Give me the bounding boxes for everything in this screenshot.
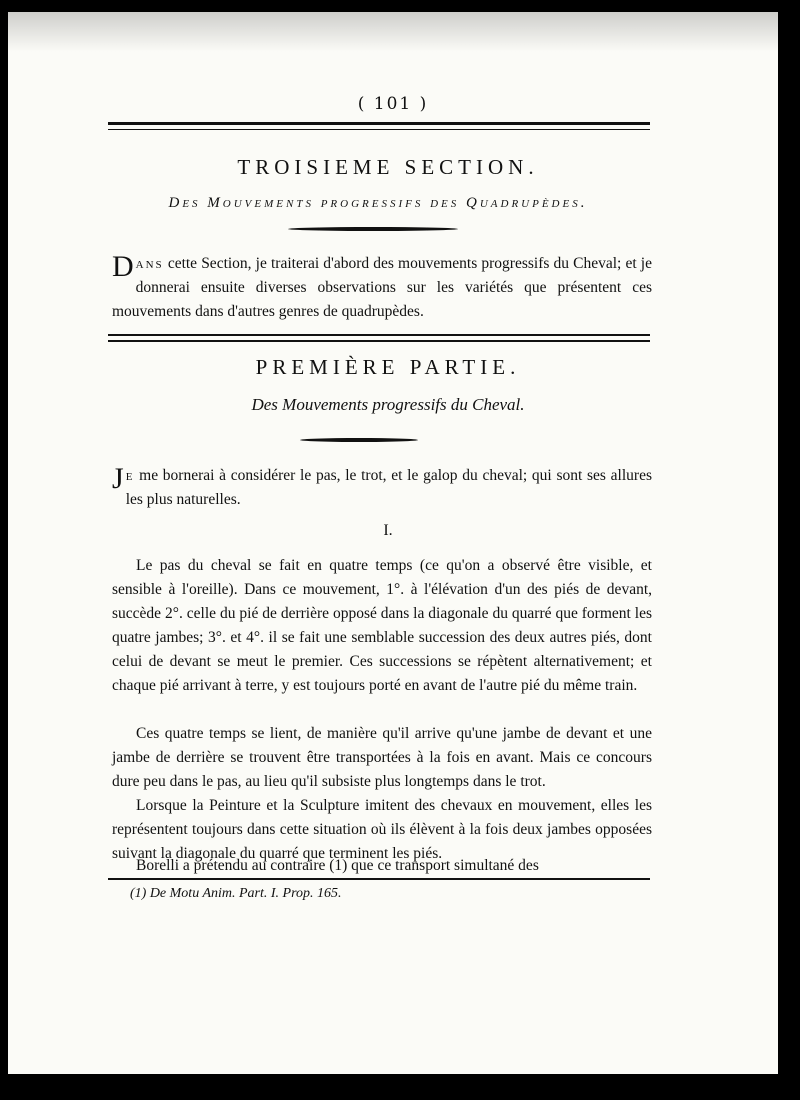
ornament-divider bbox=[300, 438, 418, 442]
intro-text: cette Section, je traiterai d'abord des mouvements progressifs du Cheval; et je donnerai ensuite diverses observations sur les variétés que présentent ces mouvements dans d'autres genres de quadrupèdes. bbox=[112, 255, 652, 320]
section-title: TROISIEME SECTION. bbox=[237, 155, 539, 179]
body-paragraph: Ces quatre temps se lient, de manière qu'il arrive qu'une jambe de devant et une jambe de derrière se trouvent être transportées à la fois en avant. Mais ce concours dure peu dans le pas, au lieu qu'il subsiste plus longtemps dans le trot. bbox=[112, 725, 652, 790]
body-paragraph: Borelli a prétendu au contraire (1) que ce transport simultané des bbox=[136, 857, 539, 874]
body-paragraph: Le pas du cheval se fait en quatre temps (ce qu'on a observé être visible, et sensible à l'oreille). Dans ce mouvement, 1°. à l'élévation d'un des piés de devant, succède 2°. celle du pié de derrière opposé dans la diagonale du quarré que forment les quatre jambes; 3°. et 4°. il se fait une semblable succession des deux autres piés, dont celui de devant se meut le premier. Ces successions se répètent alternativement; et chaque pié arrivant à terre, y est toujours porté en avant de l'autre pié du même train. bbox=[112, 557, 652, 694]
dropcap: J bbox=[112, 462, 124, 495]
footnote: (1) De Motu Anim. Part. I. Prop. 165. bbox=[130, 886, 342, 901]
lead-word: ans bbox=[135, 255, 164, 272]
intro-paragraph bbox=[112, 252, 652, 324]
section-subtitle: Des Mouvements progressifs des Quadrupèdes. bbox=[168, 195, 588, 211]
footnote-rule bbox=[108, 878, 650, 880]
opening-paragraph bbox=[112, 464, 652, 512]
page-number: ( 101 ) bbox=[357, 94, 429, 114]
opening-text: me bornerai à considérer le pas, le trot, et le galop du cheval; qui sont ses allures les plus naturelles. bbox=[125, 467, 652, 508]
ornament-divider bbox=[288, 227, 458, 231]
lead-word: e bbox=[125, 467, 135, 484]
part-rule bbox=[108, 334, 650, 342]
paragraph-numeral: I. bbox=[383, 522, 393, 539]
header-rule bbox=[108, 122, 650, 130]
scan-edge-shadow bbox=[8, 12, 778, 52]
book-page bbox=[8, 12, 778, 1074]
part-title: PREMIÈRE PARTIE. bbox=[255, 355, 521, 379]
part-subtitle: Des Mouvements progressifs du Cheval. bbox=[251, 395, 525, 414]
body-paragraph: Lorsque la Peinture et la Sculpture imitent des chevaux en mouvement, elles les représentent toujours dans cette situation où ils élèvent à la fois deux jambes opposées suivant la diagonale du quarré que terminent les piés. bbox=[112, 797, 652, 862]
dropcap: D bbox=[112, 250, 134, 283]
